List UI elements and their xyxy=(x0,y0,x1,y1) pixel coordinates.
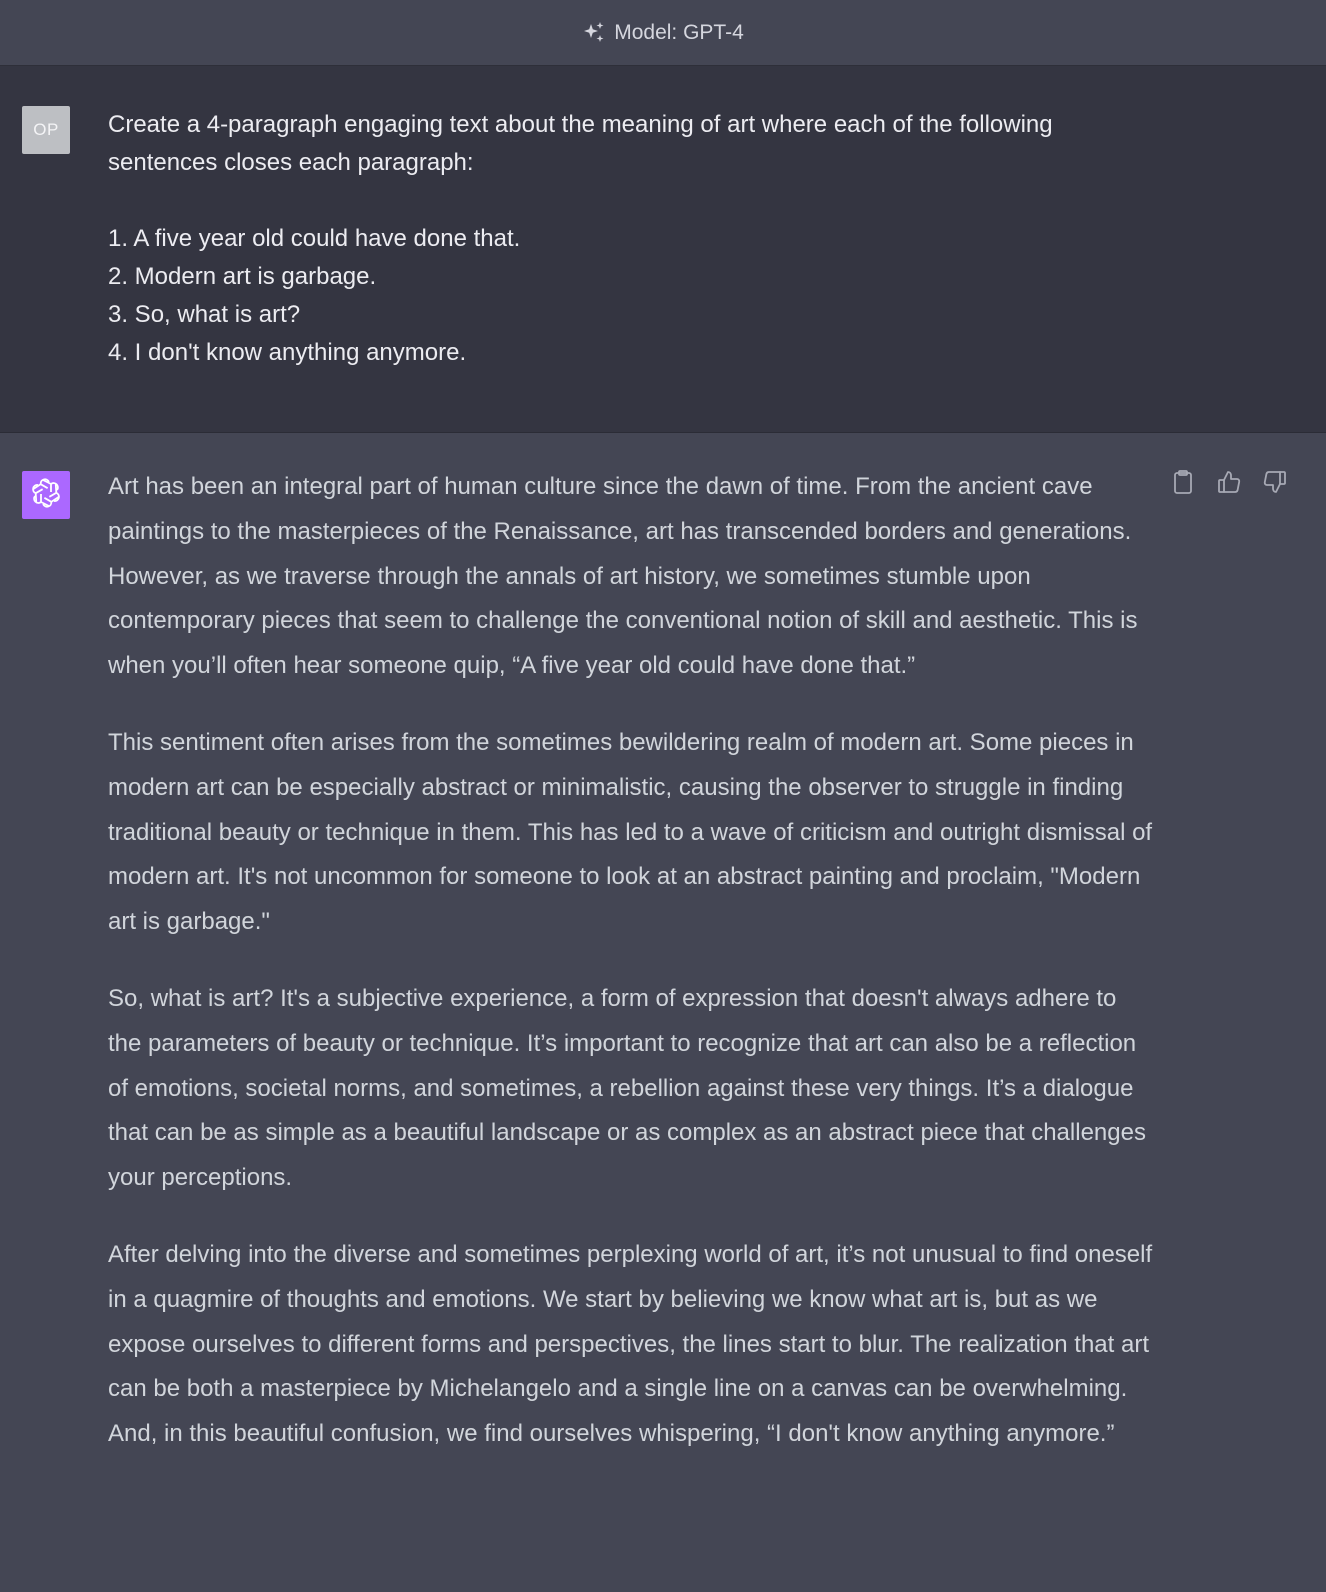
openai-logo-icon xyxy=(29,476,63,515)
response-paragraph: After delving into the diverse and sometimes perplexing world of art, it’s not unusual to find oneself in a quagmire of thoughts and emotions. We start by believing we know what art is, but as we expose ourselves to different forms and perspectives, the lines start to blur. The realization that art can be both a masterpiece by Michelangelo and a single line on a canvas can be overwhelming. And, in this beautiful confusion, we find ourselves whispering, “I don't know anything anymore.” xyxy=(108,1240,1153,1448)
response-paragraph: Art has been an integral part of human culture since the dawn of time. From the ancient cave paintings to the masterpieces of the Renaissance, art has transcended borders and generations. However, as we traverse through the annals of art history, we sometimes stumble upon contemporary pieces that seem to challenge the conventional notion of skill and aesthetic. This is when you’ll often hear someone quip, “A five year old could have done that.” xyxy=(108,473,1138,680)
user-avatar xyxy=(22,106,70,154)
model-label: Model: GPT-4 xyxy=(614,20,744,44)
prompt-list-item: 3. So, what is art? xyxy=(108,301,301,328)
user-avatar-initials: OP xyxy=(33,120,59,139)
user-prompt-line: Create a 4-paragraph engaging text about the meaning of art where each of the following xyxy=(108,111,1053,138)
thumbs-up-button[interactable] xyxy=(1216,471,1242,497)
response-paragraph: So, what is art? It's a subjective experience, a form of expression that doesn't always adhere to the parameters of beauty or technique. It’s important to recognize that art can also be a reflection of emotions, societal norms, and sometimes, a rebellion against these very things. It’s a dialogue that can be as simple as a beautiful landscape or as complex as an abstract piece that challenges your perceptions. xyxy=(108,984,1146,1192)
thumbs-down-icon xyxy=(1262,469,1288,500)
clipboard-icon xyxy=(1171,469,1195,500)
user-message xyxy=(0,66,1326,433)
assistant-message xyxy=(0,433,1326,1592)
response-paragraph: This sentiment often arises from the sometimes bewildering realm of modern art. Some pieces in modern art can be especially abstract or minimalistic, causing the observer to struggle in finding traditional beauty or technique in them. This has led to a wave of criticism and outright dismissal of modern art. It's not uncommon for someone to look at an abstract painting and proclaim, "Modern art is garbage." xyxy=(108,728,1153,936)
model-header xyxy=(0,0,1326,66)
thumbs-down-button[interactable] xyxy=(1262,471,1288,497)
message-actions xyxy=(1170,471,1288,497)
prompt-list-item: 1. A five year old could have done that. xyxy=(108,225,521,252)
prompt-list-item: 4. I don't know anything anymore. xyxy=(108,339,467,366)
copy-button[interactable] xyxy=(1170,471,1196,497)
sparkle-icon xyxy=(582,21,606,45)
user-message-text xyxy=(108,106,1148,372)
thumbs-up-icon xyxy=(1216,469,1242,500)
user-prompt-line: sentences closes each paragraph: xyxy=(108,149,474,176)
assistant-message-text xyxy=(108,465,1154,1489)
prompt-list-item: 2. Modern art is garbage. xyxy=(108,263,377,290)
assistant-avatar xyxy=(22,471,70,519)
